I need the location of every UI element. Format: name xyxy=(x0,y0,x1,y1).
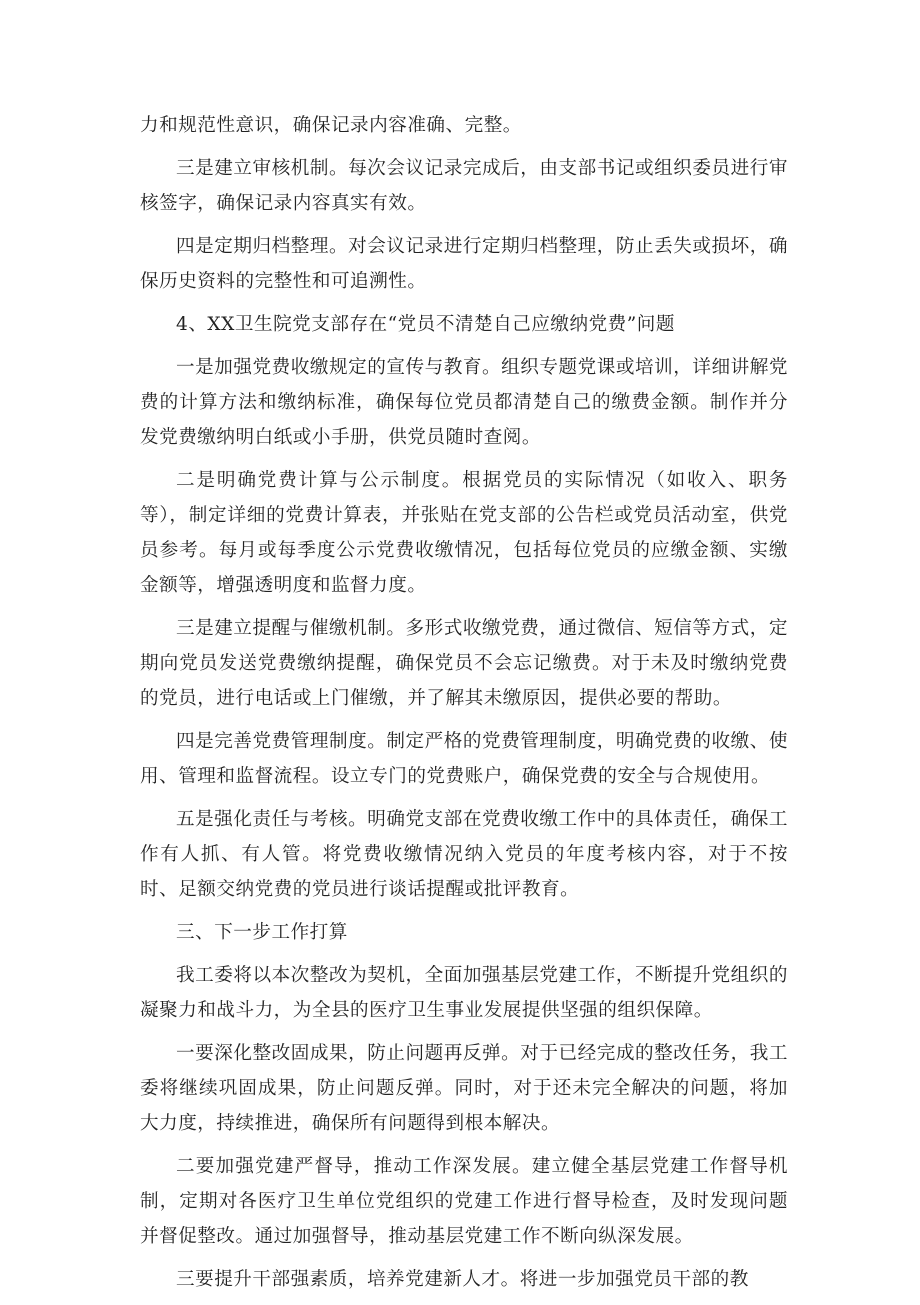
paragraph-cadre-quality: 三要提升干部强素质，培养党建新人才。将进一步加强党员干部的教 xyxy=(176,1269,749,1290)
document-body xyxy=(140,108,788,1305)
paragraph-deepen-rectification: 一要深化整改固成果，防止问题再反弹。对于已经完成的整改任务，我工委将继续巩固成果，防止问题反弹。同时，对于还未完全解决的问题，将加大力度，持续推进，确保所有问题得到根本解决。 xyxy=(140,1043,788,1134)
paragraph-fee-education: 一是加强党费收缴规定的宣传与教育。组织专题党课或培训，详细讲解党费的计算方法和缴纳标准，确保每位党员都清楚自己的缴费金额。制作并分发党费缴纳明白纸或小手册，供党员随时查阅。 xyxy=(140,357,788,448)
paragraph-supervision: 二要加强党建严督导，推动工作深发展。建立健全基层党建工作督导机制，定期对各医疗卫生单位党组织的党建工作进行督导检查，及时发现问题并督促整改。通过加强督导，推动基层党建工作不断向纵深发展。 xyxy=(140,1156,788,1247)
paragraph-responsibility: 五是强化责任与考核。明确党支部在党费收缴工作中的具体责任，确保工作有人抓、有人管。将党费收缴情况纳入党员的年度考核内容，对于不按时、足额交纳党费的党员进行谈话提醒或批评教育。 xyxy=(140,809,788,900)
section-heading-next-steps: 三、下一步工作打算 xyxy=(176,922,348,943)
paragraph-fee-reminder: 三是建立提醒与催缴机制。多形式收缴党费，通过微信、短信等方式，定期向党员发送党费缴纳提醒，确保党员不会忘记缴费。对于未及时缴纳党费的党员，进行电话或上门催缴，并了解其未缴原因，提供必要的帮助。 xyxy=(140,618,788,709)
paragraph-archiving: 四是定期归档整理。对会议记录进行定期归档整理，防止丢失或损坏，确保历史资料的完整性和可追溯性。 xyxy=(140,236,788,292)
paragraph-fee-management: 四是完善党费管理制度。制定严格的党费管理制度，明确党费的收缴、使用、管理和监督流程。设立专门的党费账户，确保党费的安全与合规使用。 xyxy=(140,731,788,787)
paragraph-review-mechanism: 三是建立审核机制。每次会议记录完成后，由支部书记或组织委员进行审核签字，确保记录内容真实有效。 xyxy=(140,158,788,214)
paragraph-next-overview: 我工委将以本次整改为契机，全面加强基层党建工作，不断提升党组织的凝聚力和战斗力，为全县的医疗卫生事业发展提供坚强的组织保障。 xyxy=(140,965,788,1021)
paragraph-continuation: 力和规范性意识，确保记录内容准确、完整。 xyxy=(140,115,522,136)
section-heading-party-fees: 4、XX卫生院党支部存在“党员不清楚自己应缴纳党费”问题 xyxy=(176,314,675,335)
paragraph-fee-publicity: 二是明确党费计算与公示制度。根据党员的实际情况（如收入、职务等），制定详细的党费计算表，并张贴在党支部的公告栏或党员活动室，供党员参考。每月或每季度公示党费收缴情况，包括每位党员的应缴金额、实缴金额等，增强透明度和监督力度。 xyxy=(140,470,788,596)
